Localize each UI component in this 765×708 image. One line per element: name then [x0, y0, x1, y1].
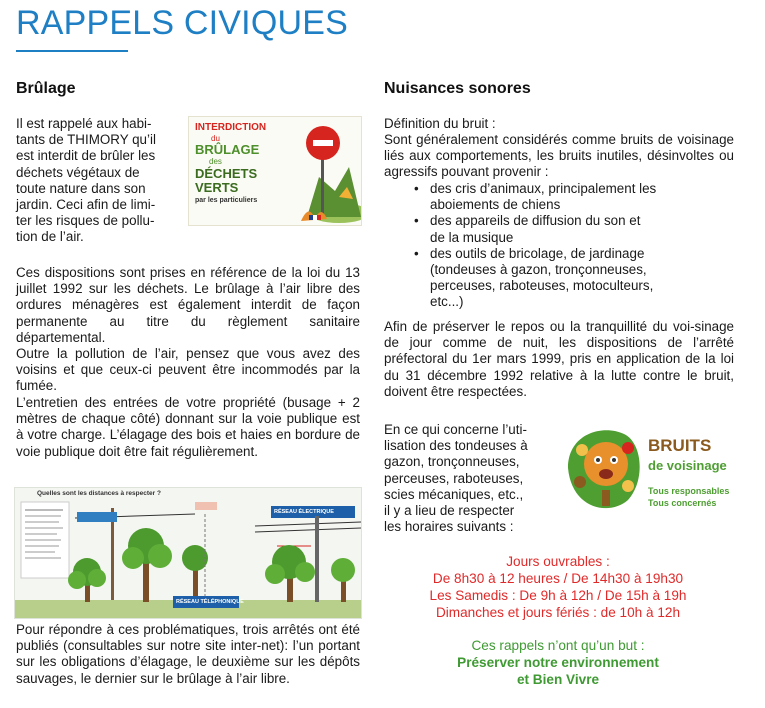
- poster-line-interdiction: INTERDICTION: [195, 122, 267, 133]
- list-item-line: etc...): [430, 294, 464, 310]
- list-item-line: • des cris d’animaux, principalement les: [430, 181, 657, 196]
- list-item-line: aboiements de chiens: [430, 197, 561, 213]
- list-item-line: de la musique: [430, 229, 514, 245]
- logo-line-tous-concernes: Tous concernés: [648, 498, 717, 508]
- tondeuses-line: perceuses, raboteuses,: [384, 470, 524, 486]
- closing-line-environnement: Préserver notre environnement: [457, 655, 659, 670]
- poster-line-du: du: [211, 134, 220, 143]
- logo-line-de-voisinage: de voisinage: [648, 458, 727, 473]
- closing-intro: Ces rappels n’ont qu’un but :: [471, 638, 645, 653]
- heading-nuisances-sonores: Nuisances sonores: [384, 80, 531, 97]
- brulage-paragraph-entretien: L’entretien des entrées de votre propriété (busage + 2 mètres de chaque côté) donnant sur la voie publique est à votre charge. L’élagage des bois et haies en bordure de voie publique doit être fait régulièrement.: [16, 395, 360, 459]
- list-item: [410, 181, 730, 213]
- brulage-intro-line: Il est rappelé aux habi-: [16, 116, 152, 131]
- arrete-prefectoral-paragraph: Afin de préserver le repos ou la tranquillité du voi-sinage de jour comme de nuit, les dispositions de l’arrêté préfectoral du 1er mars 1999, pris en application de la loi du 31 décembre 1992 relative à la lutte contre le bruit, doivent être respectées.: [384, 319, 734, 399]
- figure-title: Quelles sont les distances à respecter ?: [37, 490, 161, 497]
- logo-bruits-de-voisinage: [562, 420, 740, 516]
- brulage-intro: [16, 116, 186, 246]
- poster-line-brulage: BRÛLAGE: [195, 142, 260, 157]
- list-item: [410, 246, 730, 311]
- list-item-line: perceuses, raboteuses, motoculteurs,: [430, 278, 654, 294]
- poster-line-particuliers: par les particuliers: [195, 197, 258, 204]
- horaires-dimanches: Dimanches et jours fériés : de 10h à 12h: [435, 605, 681, 620]
- brulage-intro-line: ter les risques de pollu-: [16, 213, 155, 229]
- tondeuses-line: scies mécaniques, etc.,: [384, 486, 524, 502]
- poster-interdiction-brulage: [188, 116, 362, 226]
- poster-line-des: des: [209, 157, 222, 166]
- brulage-paragraph-loi: Ces dispositions sont prises en référence de la loi du 13 juillet 1992 sur les déchets. Le brûlage à l’air libre des ordures ménagères est également interdit de façon permanente au titre du règlement sanitaire départemental.: [16, 265, 360, 345]
- tondeuses-line: lisation des tondeuses à: [384, 438, 528, 454]
- page-title: RAPPELS CIVIQUES: [16, 4, 348, 42]
- definition-label: Définition du bruit :: [384, 116, 496, 131]
- list-item-line: (tondeuses à gazon, tronçonneuses,: [430, 262, 647, 278]
- list-item: [410, 213, 730, 245]
- brulage-paragraph-pollution: Outre la pollution de l’air, pensez que vous avez des voisins et que ceux-ci peuvent être incommodés par la fumée.: [16, 346, 360, 394]
- list-item-line: • des outils de bricolage, de jardinage: [430, 245, 645, 261]
- poster-line-dechets: DÉCHETS: [195, 166, 258, 181]
- tondeuses-line: les horaires suivants :: [384, 519, 514, 535]
- horaires-samedis: Les Samedis : De 9h à 12h / De 15h à 19h: [429, 588, 687, 603]
- title-underline: [16, 50, 128, 52]
- brulage-intro-line: tion de l’air.: [16, 229, 84, 245]
- poster-line-verts: VERTS: [195, 180, 239, 195]
- horaires-jours-ouvrables: De 8h30 à 12 heures / De 14h30 à 19h30: [432, 571, 684, 586]
- tondeuses-paragraph: [384, 422, 554, 535]
- heading-brulage: Brûlage: [16, 80, 76, 97]
- logo-line-bruits: BRUITS: [648, 436, 712, 455]
- figure-label-reseau-telephonique: RÉSEAU TÉLÉPHONIQUE: [176, 599, 244, 605]
- figure-label-reseau-electrique: RÉSEAU ÉLECTRIQUE: [274, 509, 334, 515]
- horaires-jours-ouvrables-label: Jours ouvrables :: [506, 554, 610, 569]
- brulage-intro-line: toute nature dans son: [16, 180, 146, 196]
- tondeuses-line: il y a lieu de respecter: [384, 503, 515, 519]
- brulage-intro-line: déchets végétaux de: [16, 164, 140, 180]
- closing-line-bien-vivre: et Bien Vivre: [516, 672, 600, 687]
- brulage-intro-line: est interdit de brûler les: [16, 148, 156, 164]
- definition-text: Sont généralement considérés comme bruits de voisinage liés aux comportements, les bruits inutiles, désinvoltes ou agressifs pouvant provenir :: [384, 132, 734, 180]
- brulage-intro-line: tants de THIMORY qu’il: [16, 132, 156, 148]
- brulage-intro-line: jardin. Ceci afin de limi-: [16, 197, 156, 213]
- brulage-paragraph-arretes: Pour répondre à ces problématiques, trois arrêtés ont été publiés (consultables sur notre site inter-net): l’un portant sur les obligations d’élagage, le deuxième sur les dépôts sauvages, le dernier sur le brûlage à l’air libre.: [16, 622, 360, 686]
- tondeuses-line: En ce qui concerne l’uti-: [384, 422, 527, 437]
- bruits-list: [410, 181, 730, 311]
- tondeuses-line: gazon, tronçonneuses,: [384, 454, 520, 470]
- logo-line-tous-responsables: Tous responsables: [648, 486, 730, 496]
- figure-distances-a-respecter: [14, 487, 362, 619]
- list-item-line: • des appareils de diffusion du son et: [430, 213, 641, 229]
